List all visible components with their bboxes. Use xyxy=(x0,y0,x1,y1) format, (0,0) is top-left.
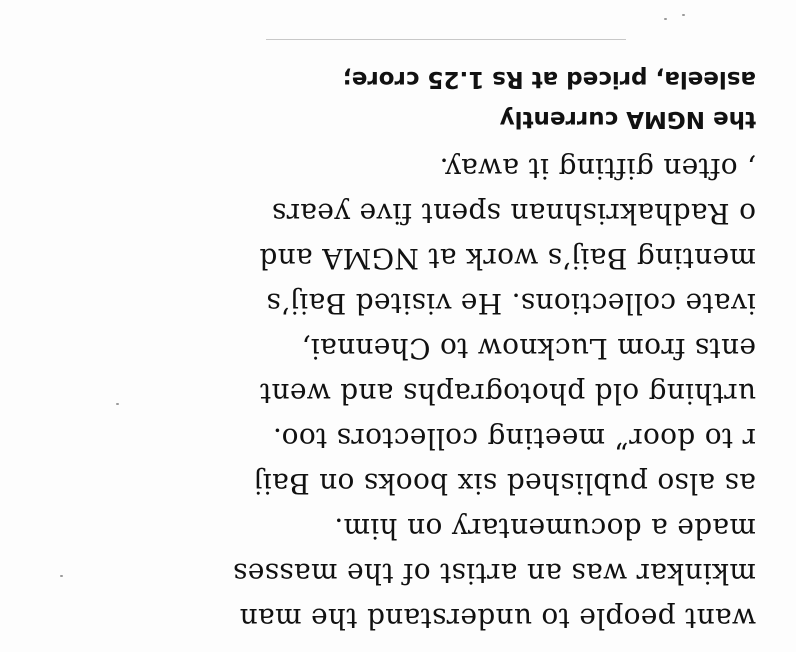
scan-speck xyxy=(682,14,685,16)
body-line-2: mkinkar was an artist of the masses xyxy=(232,557,756,590)
body-line-10: o Radhakrishnan spent five years xyxy=(271,197,756,230)
page-rule xyxy=(266,39,626,40)
scan-speck xyxy=(116,403,119,405)
body-line-1: want people to understand the man xyxy=(239,602,756,635)
body-line-5: r to door” meeting collectors too. xyxy=(272,422,756,455)
caption-line-1: the NGMA currently xyxy=(499,106,756,132)
caption-line-2: asleela, priced at Rs 1.25 crore; xyxy=(342,66,756,92)
scan-speck xyxy=(664,18,667,20)
body-line-11: , often gifting it away. xyxy=(439,152,756,185)
body-line-4: as also published six books on Baij xyxy=(253,467,756,500)
body-line-9: menting Baij’s work at NGMA and xyxy=(259,242,756,275)
body-line-8: ivate collections. He visited Baij’s xyxy=(266,287,756,320)
body-line-3: made a documentary on him. xyxy=(334,512,756,545)
scan-speck xyxy=(60,575,63,577)
body-line-7: ents from Lucknow to Chennai, xyxy=(301,332,756,365)
body-line-6: urthing old photographs and went xyxy=(259,377,756,410)
